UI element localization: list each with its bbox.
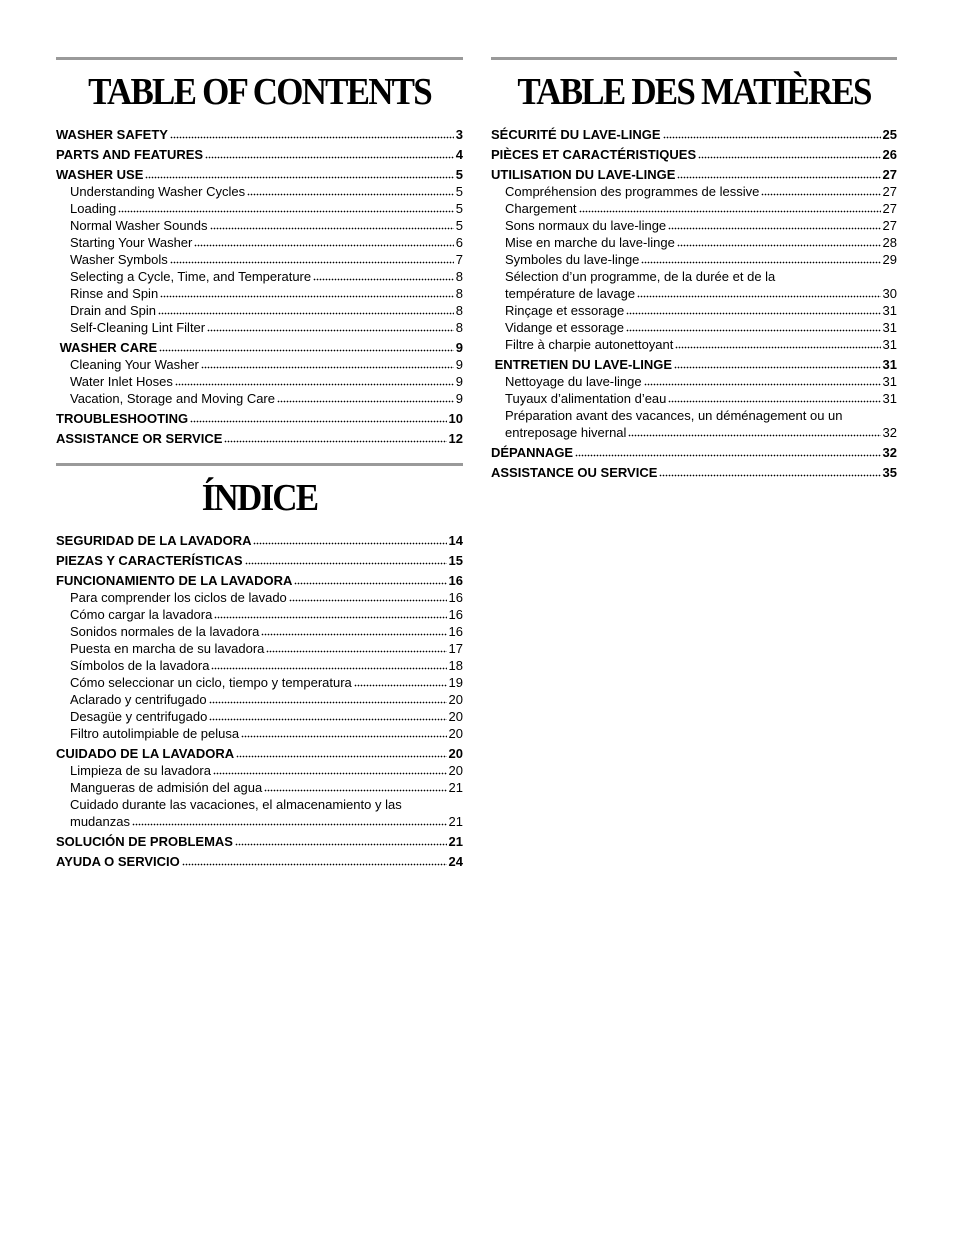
toc-entry-title: DÉPANNAGE <box>491 445 574 460</box>
toc-entry-title: Filtre à charpie autonettoyant <box>505 337 674 352</box>
toc-entry-page: 12 <box>448 431 463 446</box>
toc-entry <box>56 339 463 356</box>
toc-entry-page: 21 <box>448 834 463 849</box>
toc-entry <box>491 126 897 143</box>
toc-entry-title: ASSISTANCE OR SERVICE <box>56 431 223 446</box>
toc-entry-page: 32 <box>882 425 897 440</box>
toc-subentry <box>56 390 463 407</box>
toc-subentry <box>491 183 897 200</box>
toc-subentry <box>491 319 897 336</box>
toc-entry-page: 20 <box>448 746 463 761</box>
toc-subentry <box>56 623 463 640</box>
toc-entry-page: 6 <box>455 235 463 250</box>
toc-entry-page: 15 <box>448 553 463 568</box>
toc-entry-title: SEGURIDAD DE LA LAVADORA <box>56 533 252 548</box>
dot-leader <box>159 340 454 352</box>
toc-entry <box>56 430 463 447</box>
toc-entry <box>56 745 463 762</box>
toc-entry-title: Rinçage et essorage <box>505 303 625 318</box>
toc-list-french <box>491 126 897 481</box>
toc-entry-page: 16 <box>448 624 463 639</box>
toc-entry-page: 35 <box>882 465 897 480</box>
toc-entry-title: ASSISTANCE OU SERVICE <box>491 465 658 480</box>
dot-leader <box>637 286 880 298</box>
dot-leader <box>210 218 454 230</box>
toc-entry-title: Starting Your Washer <box>70 235 193 250</box>
dot-leader <box>354 675 447 687</box>
toc-entry-page: 31 <box>882 374 897 389</box>
toc-subentry <box>56 200 463 217</box>
toc-entry-page: 24 <box>448 854 463 869</box>
dot-leader <box>668 218 880 230</box>
toc-subentry <box>56 251 463 268</box>
toc-list-spanish <box>56 532 463 870</box>
dot-leader <box>209 709 446 721</box>
toc-heading-french: TABLE DES MATIÈRES <box>517 70 871 113</box>
toc-entry-page: 18 <box>448 658 463 673</box>
toc-entry-page: 31 <box>882 391 897 406</box>
dot-leader <box>201 357 454 369</box>
toc-entry <box>56 853 463 870</box>
dot-leader <box>698 147 880 159</box>
dot-leader <box>209 692 447 704</box>
toc-entry-title: Símbolos de la lavadora <box>70 658 210 673</box>
dot-leader <box>211 658 446 670</box>
toc-entry-title: Cómo seleccionar un ciclo, tiempo y temperatura <box>70 675 352 690</box>
dot-leader <box>264 780 446 792</box>
toc-subentry <box>491 251 897 268</box>
dot-leader <box>145 167 453 179</box>
toc-subentry <box>56 268 463 285</box>
toc-entry-page: 31 <box>882 320 897 335</box>
toc-entry-page: 5 <box>455 201 463 216</box>
dot-leader <box>628 425 880 437</box>
toc-entry <box>491 146 897 163</box>
toc-entry-page: 8 <box>455 269 463 284</box>
right-column <box>491 57 897 481</box>
toc-entry-title: SOLUCIÓN DE PROBLEMAS <box>56 834 233 849</box>
dot-leader <box>261 624 446 636</box>
toc-heading-spanish: ÍNDICE <box>201 476 318 519</box>
dot-leader <box>170 127 454 139</box>
toc-entry-title: TROUBLESHOOTING <box>56 411 189 426</box>
toc-entry-title: Understanding Washer Cycles <box>70 184 246 199</box>
toc-entry-title: PIÈCES ET CARACTÉRISTIQUES <box>491 147 697 162</box>
toc-entry-page: 28 <box>882 235 897 250</box>
toc-entry-title: WASHER CARE <box>56 340 158 355</box>
dot-leader <box>313 269 454 281</box>
toc-entry <box>56 146 463 163</box>
dot-leader <box>182 854 447 866</box>
toc-entry-title: Self-Cleaning Lint Filter <box>70 320 206 335</box>
toc-subentry <box>491 200 897 217</box>
toc-entry <box>56 532 463 549</box>
dot-leader <box>761 184 880 196</box>
dot-leader <box>205 147 454 159</box>
dot-leader <box>626 303 880 315</box>
toc-entry <box>56 833 463 850</box>
left-column <box>56 57 463 870</box>
toc-entry-page: 7 <box>455 252 463 267</box>
dot-leader <box>674 357 880 369</box>
toc-entry-title: Symboles du lave-linge <box>505 252 640 267</box>
toc-entry-title: Loading <box>70 201 117 216</box>
toc-entry-title: Tuyaux d’alimentation d’eau <box>505 391 667 406</box>
toc-entry-page: 8 <box>455 320 463 335</box>
toc-entry-title: Nettoyage du lave-linge <box>505 374 642 389</box>
toc-entry-page: 5 <box>455 218 463 233</box>
toc-entry-page: 14 <box>448 533 463 548</box>
toc-entry-title: CUIDADO DE LA LAVADORA <box>56 746 235 761</box>
dot-leader <box>294 573 446 585</box>
toc-entry-title: Chargement <box>505 201 577 216</box>
toc-entry-page: 20 <box>448 692 463 707</box>
toc-entry-page: 31 <box>882 357 897 372</box>
toc-entry-page: 32 <box>882 445 897 460</box>
toc-entry-page: 27 <box>882 167 897 182</box>
toc-entry-page: 31 <box>882 337 897 352</box>
toc-subentry <box>56 285 463 302</box>
toc-entry-page: 29 <box>882 252 897 267</box>
dot-leader <box>668 391 880 403</box>
toc-subentry <box>56 657 463 674</box>
toc-subentry <box>56 606 463 623</box>
section-rule <box>491 57 897 60</box>
toc-entry-title: ENTRETIEN DU LAVE-LINGE <box>491 357 673 372</box>
dot-leader <box>677 235 881 247</box>
toc-entry <box>491 356 897 373</box>
toc-entry-page: 27 <box>882 201 897 216</box>
toc-entry-page: 25 <box>882 127 897 142</box>
dot-leader <box>644 374 881 386</box>
toc-entry-title: Mise en marche du lave-linge <box>505 235 675 250</box>
dot-leader <box>641 252 880 264</box>
toc-entry-title: Drain and Spin <box>70 303 156 318</box>
dot-leader <box>158 303 454 315</box>
toc-subentry <box>56 779 463 796</box>
toc-subentry-line: Sélection d’un programme, de la durée et de la <box>505 269 776 284</box>
toc-subentry <box>56 725 463 742</box>
toc-subentry-line: Préparation avant des vacances, un déménagement ou un <box>505 408 843 423</box>
toc-entry-title: Puesta en marcha de su lavadora <box>70 641 265 656</box>
dot-leader <box>214 607 446 619</box>
toc-entry-title: Selecting a Cycle, Time, and Temperature <box>70 269 312 284</box>
toc-entry-title: AYUDA O SERVICIO <box>56 854 180 869</box>
dot-leader <box>241 726 446 738</box>
toc-subentry <box>56 356 463 373</box>
toc-entry <box>491 464 897 481</box>
dot-leader <box>266 641 446 653</box>
toc-entry-title: Water Inlet Hoses <box>70 374 173 389</box>
toc-entry-title: WASHER SAFETY <box>56 127 168 142</box>
toc-entry-page: 17 <box>448 641 463 656</box>
toc-entry-title: Aclarado y centrifugado <box>70 692 207 707</box>
toc-subentry <box>491 336 897 353</box>
toc-entry-title: Washer Symbols <box>70 252 168 267</box>
toc-entry <box>56 126 463 143</box>
spanish-section <box>56 463 463 870</box>
toc-entry-title: PIEZAS Y CARACTERÍSTICAS <box>56 553 243 568</box>
toc-subentry <box>56 762 463 779</box>
toc-subentry <box>56 640 463 657</box>
dot-leader <box>160 286 454 298</box>
dot-leader <box>289 590 447 602</box>
toc-entry-page: 21 <box>448 814 463 829</box>
toc-entry-title: FUNCIONAMIENTO DE LA LAVADORA <box>56 573 293 588</box>
dot-leader <box>659 465 880 477</box>
toc-subentry <box>491 424 897 441</box>
toc-entry-page: 9 <box>455 357 463 372</box>
toc-entry <box>491 444 897 461</box>
toc-entry-title: WASHER USE <box>56 167 144 182</box>
dot-leader <box>626 320 881 332</box>
toc-entry-page: 20 <box>448 726 463 741</box>
toc-entry-title: Cómo cargar la lavadora <box>70 607 213 622</box>
toc-entry-page: 8 <box>455 303 463 318</box>
toc-list-english <box>56 126 463 447</box>
toc-entry-title: SÉCURITÉ DU LAVE-LINGE <box>491 127 661 142</box>
toc-entry <box>56 410 463 427</box>
toc-entry-title: Cleaning Your Washer <box>70 357 199 372</box>
toc-entry-page: 10 <box>448 411 463 426</box>
dot-leader <box>663 127 881 139</box>
toc-entry-page: 19 <box>448 675 463 690</box>
toc-entry-title: Mangueras de admisión del agua <box>70 780 263 795</box>
toc-entry-page: 31 <box>882 303 897 318</box>
dot-leader <box>170 252 454 264</box>
toc-entry-page: 21 <box>448 780 463 795</box>
toc-subentry <box>56 813 463 830</box>
dot-leader <box>175 374 454 386</box>
toc-entry-title: entreposage hivernal <box>505 425 627 440</box>
toc-entry-title: Sonidos normales de la lavadora <box>70 624 260 639</box>
toc-entry-page: 16 <box>448 573 463 588</box>
toc-subentry <box>56 674 463 691</box>
toc-entry-title: Vacation, Storage and Moving Care <box>70 391 275 406</box>
toc-entry-title: UTILISATION DU LAVE-LINGE <box>491 167 676 182</box>
section-rule <box>56 57 463 60</box>
toc-entry-page: 3 <box>455 127 463 142</box>
dot-leader <box>207 320 454 332</box>
toc-subentry <box>56 183 463 200</box>
toc-subentry <box>56 217 463 234</box>
toc-entry-title: Filtro autolimpiable de pelusa <box>70 726 240 741</box>
dot-leader <box>575 445 880 457</box>
toc-entry-page: 4 <box>455 147 463 162</box>
toc-entry <box>491 166 897 183</box>
toc-subentry <box>491 285 897 302</box>
toc-subentry <box>491 302 897 319</box>
toc-entry-title: Limpieza de su lavadora <box>70 763 211 778</box>
toc-subentry <box>491 390 897 407</box>
dot-leader <box>677 167 880 179</box>
toc-subentry <box>56 708 463 725</box>
toc-entry-title: Vidange et essorage <box>505 320 625 335</box>
dot-leader <box>194 235 453 247</box>
toc-entry-page: 27 <box>882 218 897 233</box>
toc-entry-page: 5 <box>455 167 463 182</box>
toc-entry-page: 9 <box>455 374 463 389</box>
toc-subentry <box>56 302 463 319</box>
toc-entry-title: température de lavage <box>505 286 636 301</box>
dot-leader <box>213 763 447 775</box>
dot-leader <box>245 553 447 565</box>
toc-entry-page: 26 <box>882 147 897 162</box>
toc-entry-page: 20 <box>448 763 463 778</box>
dot-leader <box>236 746 446 758</box>
toc-entry-page: 27 <box>882 184 897 199</box>
toc-entry-title: Para comprender los ciclos de lavado <box>70 590 287 605</box>
dot-leader <box>277 391 454 403</box>
dot-leader <box>224 431 446 443</box>
toc-entry <box>56 166 463 183</box>
dot-leader <box>190 411 446 423</box>
toc-entry-page: 9 <box>455 391 463 406</box>
section-rule <box>56 463 463 466</box>
toc-entry-title: Rinse and Spin <box>70 286 159 301</box>
toc-entry-title: mudanzas <box>70 814 130 829</box>
toc-subentry <box>491 217 897 234</box>
toc-entry-page: 20 <box>448 709 463 724</box>
toc-subentry <box>491 373 897 390</box>
toc-subentry <box>491 234 897 251</box>
toc-entry-page: 16 <box>448 607 463 622</box>
dot-leader <box>675 337 880 349</box>
toc-entry-page: 16 <box>448 590 463 605</box>
toc-subentry <box>56 319 463 336</box>
toc-entry <box>56 552 463 569</box>
toc-entry-title: Sons normaux du lave-linge <box>505 218 667 233</box>
dot-leader <box>247 184 454 196</box>
dot-leader <box>579 201 881 213</box>
toc-subentry-line: Cuidado durante las vacaciones, el almacenamiento y las <box>70 797 402 812</box>
dot-leader <box>132 814 447 826</box>
toc-entry-page: 30 <box>882 286 897 301</box>
toc-entry-title: PARTS AND FEATURES <box>56 147 204 162</box>
toc-subentry <box>56 589 463 606</box>
toc-heading-english: TABLE OF CONTENTS <box>88 70 431 113</box>
toc-entry-page: 8 <box>455 286 463 301</box>
toc-entry-title: Normal Washer Sounds <box>70 218 208 233</box>
toc-entry-page: 5 <box>455 184 463 199</box>
dot-leader <box>118 201 453 213</box>
dot-leader <box>253 533 446 545</box>
toc-subentry <box>56 373 463 390</box>
toc-entry-title: Desagüe y centrifugado <box>70 709 208 724</box>
toc-subentry <box>56 691 463 708</box>
toc-entry-title: Compréhension des programmes de lessive <box>505 184 760 199</box>
dot-leader <box>235 834 447 846</box>
toc-subentry <box>56 234 463 251</box>
toc-entry-page: 9 <box>455 340 463 355</box>
toc-entry <box>56 572 463 589</box>
